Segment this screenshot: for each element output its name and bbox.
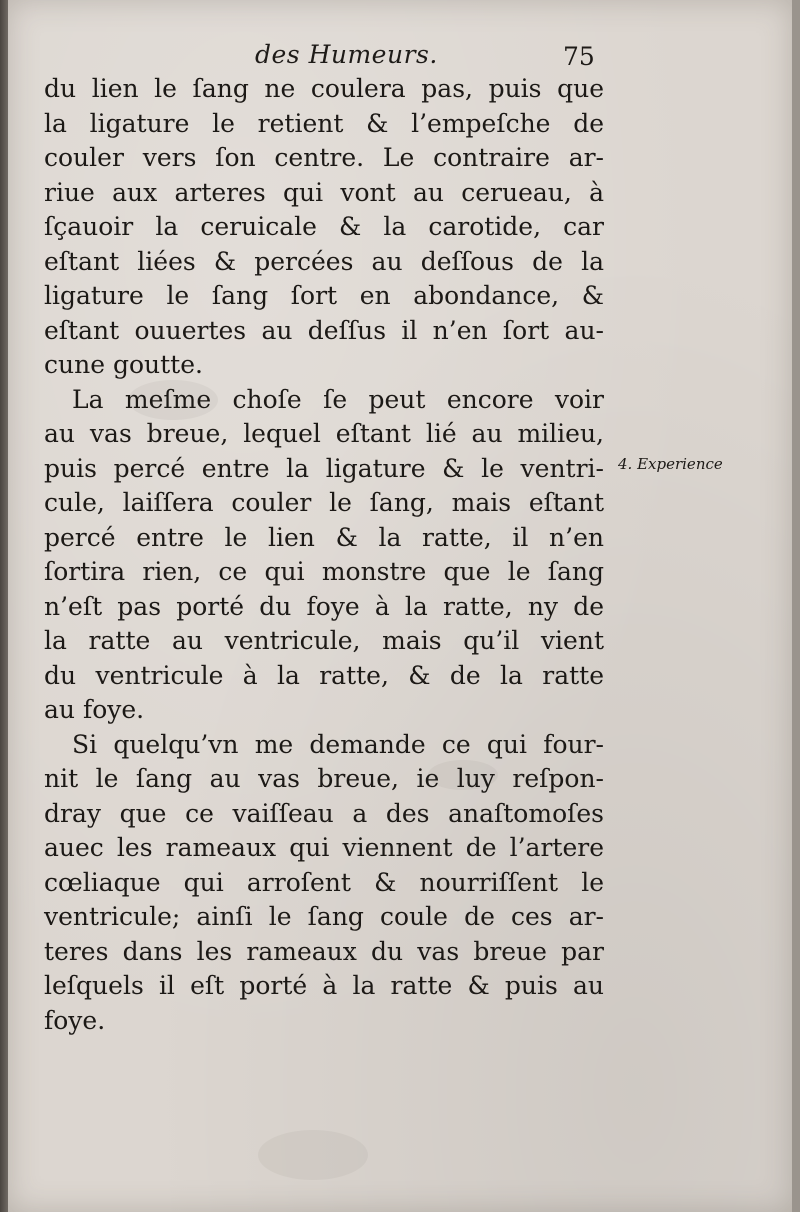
text-line: la ratte au ventricule, mais qu’il vient — [44, 626, 604, 655]
paper-stain — [258, 1130, 368, 1180]
text-line: cœliaque qui arroſent & nourriſſent le — [44, 867, 604, 897]
body-text — [44, 72, 604, 1038]
text-line: du ventricule à la ratte, & de la ratte — [44, 660, 604, 690]
text-line: riue aux arteres qui vont au cerueau, à — [44, 177, 604, 207]
text-line: puis percé entre la ligature & le ventri- — [44, 453, 604, 483]
text-line: foye. — [44, 1005, 106, 1035]
text-line: cule, laiſſera couler le ſang, mais eſtant — [44, 488, 604, 517]
margin-note: 4. Experience — [618, 455, 723, 473]
text-line: auec les rameaux qui viennent de l’artere — [44, 833, 604, 862]
text-line: couler vers ſon centre. Le contraire ar- — [44, 143, 604, 172]
text-line: cune goutte. — [44, 350, 203, 379]
text-line: percé entre le lien & la ratte, il n’en — [44, 522, 604, 552]
text-line: ſortira rien, ce qui monstre que le ſang — [44, 557, 604, 586]
text-line: au foye. — [44, 695, 145, 724]
text-line: au vas breue, lequel eſtant lié au milieu, — [44, 419, 604, 448]
text-line: nit le ſang au vas breue, ie luy reſpon- — [44, 764, 604, 793]
text-line: la ligature le retient & l’empeſche de — [44, 108, 604, 138]
text-line: teres dans les rameaux du vas breue par — [44, 936, 604, 966]
text-line: leſquels il eſt porté à la ratte & puis au — [44, 971, 604, 1000]
text-line: eſtant liées & percées au deſſous de la — [44, 246, 604, 276]
text-line: ſçauoir la ceruicale & la carotide, car — [44, 212, 604, 241]
text-line: ventricule; ainſi le ſang coule de ces ar- — [44, 902, 604, 931]
text-line: Si quelqu’vn me demande ce qui four- — [72, 729, 604, 759]
text-line: n’eſt pas porté du foye à la ratte, ny de — [44, 591, 604, 621]
text-line: ligature le ſang ſort en abondance, & — [44, 281, 604, 310]
text-line: La meſme choſe ſe peut encore voir — [72, 384, 604, 414]
running-head: des Humeurs. — [255, 40, 438, 69]
text-line: du lien le ſang ne coulera pas, puis que — [44, 74, 604, 103]
text-line: eſtant ouuertes au deſſus il n’en ſort au- — [44, 315, 604, 345]
page-number: 75 — [563, 42, 595, 71]
text-line: dray que ce vaiſſeau a des anaſtomoſes — [44, 798, 604, 828]
